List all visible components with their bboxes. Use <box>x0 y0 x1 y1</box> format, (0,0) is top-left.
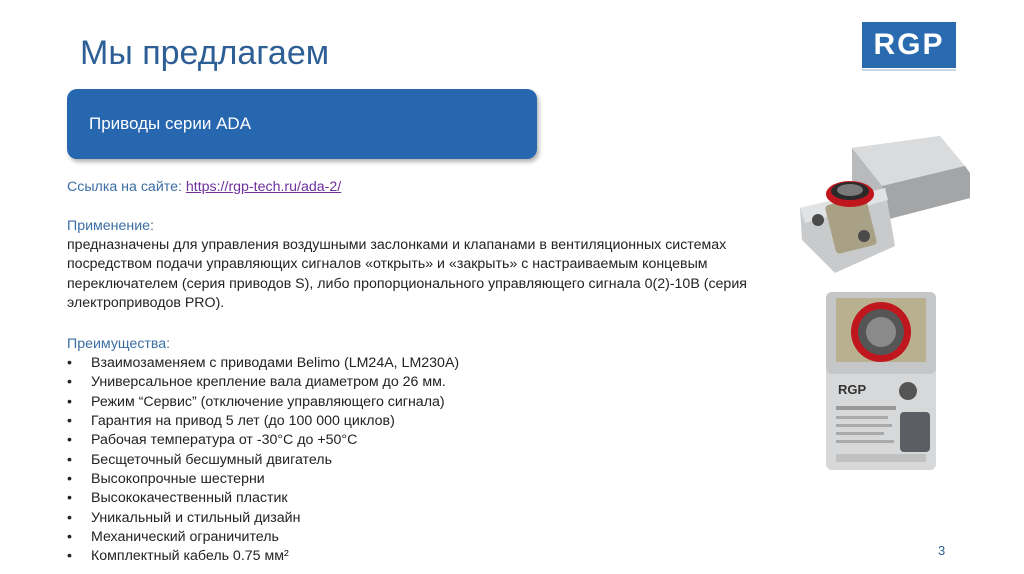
list-item-text: Высококачественный пластик <box>91 490 288 507</box>
bullet: • <box>67 548 72 565</box>
bullet: • <box>67 470 72 487</box>
list-item-text: Механический ограничитель <box>91 528 279 545</box>
list-item-text: Гарантия на привод 5 лет (до 100 000 циклов) <box>91 413 395 430</box>
list-item-text: Уникальный и стильный дизайн <box>91 509 301 526</box>
bullet: • <box>67 528 72 545</box>
site-link-prefix: Ссылка на сайте: <box>67 179 186 195</box>
advantages-heading: Преимущества: <box>67 336 171 353</box>
bullet: • <box>67 355 72 372</box>
list-item <box>67 489 767 508</box>
list-item <box>67 470 767 489</box>
bullet: • <box>67 413 72 430</box>
bullet: • <box>67 451 72 468</box>
list-item-text: Универсальное крепление вала диаметром до 26 мм. <box>91 374 446 391</box>
list-item-text: Рабочая температура от -30°C до +50°C <box>91 432 358 449</box>
actuator-photo-front <box>822 288 940 474</box>
list-item <box>67 509 767 528</box>
page-title: Мы предлагаем <box>80 34 330 72</box>
rgp-logo: RGP <box>862 22 956 68</box>
list-item <box>67 373 767 392</box>
content-body <box>67 179 767 566</box>
list-item <box>67 528 767 547</box>
list-item <box>67 393 767 412</box>
application-heading: Применение: <box>67 218 154 234</box>
list-item <box>67 354 767 373</box>
device-brand-label: RGP <box>838 382 867 397</box>
actuator-photo-angled <box>790 128 975 278</box>
list-item-text: Режим “Сервис” (отключение управляющего сигнала) <box>91 393 445 410</box>
logo-divider <box>862 69 956 71</box>
bullet: • <box>67 490 72 507</box>
application-text: предназначены для управления воздушными заслонками и клапанами в вентиляционных системах посредством подачи управляющих сигналов «открыть» и «закрыть» с настраиваемым концевым переключателем (серия приводов S), либо пропорционального управляющего сигнала 0(2)-10В (серия электроприводов PRO). <box>67 237 747 311</box>
bullet: • <box>67 509 72 526</box>
bullet: • <box>67 374 72 391</box>
page-number: 3 <box>938 543 946 558</box>
list-item <box>67 431 767 450</box>
bullet: • <box>67 393 72 410</box>
list-item-text: Бесщеточный бесшумный двигатель <box>91 451 332 468</box>
advantages-list <box>67 354 767 566</box>
site-link-line <box>67 179 767 195</box>
site-link[interactable]: https://rgp-tech.ru/ada-2/ <box>185 179 342 195</box>
list-item <box>67 547 767 566</box>
list-item-text: Взаимозаменяем с приводами Belimo (LM24A, LM230A) <box>91 355 460 372</box>
list-item <box>67 412 767 431</box>
bullet: • <box>67 432 72 449</box>
banner-label: Приводы серии ADA <box>89 114 252 133</box>
list-item-text: Высокопрочные шестерни <box>91 470 265 487</box>
list-item <box>67 451 767 470</box>
list-item-text: Комплектный кабель 0.75 мм² <box>91 548 289 565</box>
section-banner <box>67 89 537 159</box>
